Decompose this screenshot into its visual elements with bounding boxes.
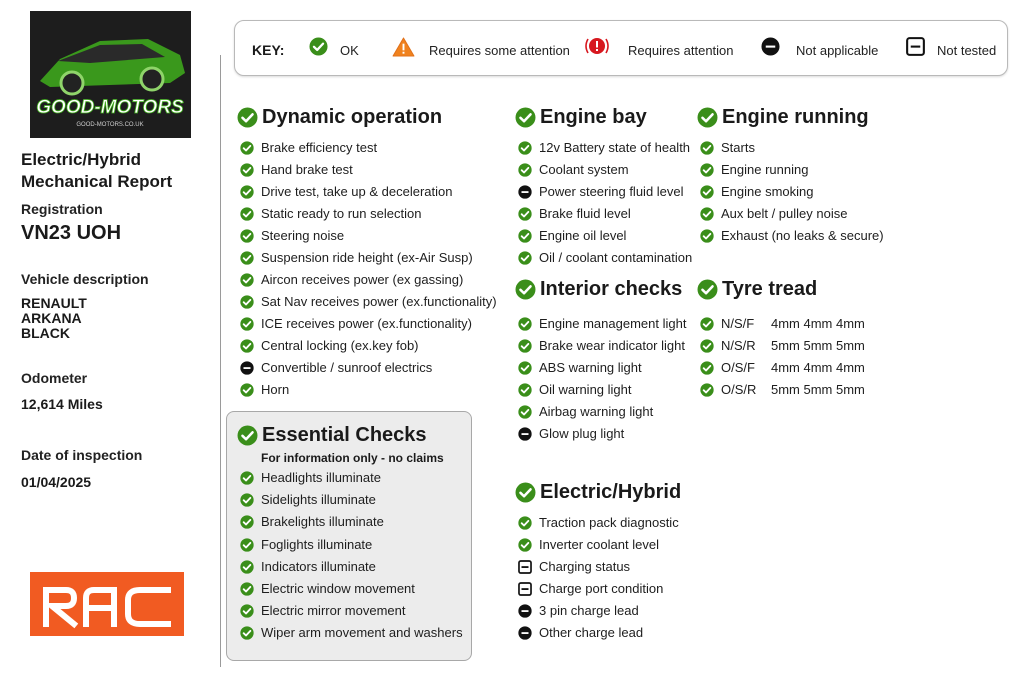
section-title: Engine bay <box>540 106 647 128</box>
check-ok-icon <box>240 229 254 246</box>
warning-icon <box>392 37 415 62</box>
check-item-label: Engine running <box>721 162 809 177</box>
check-item-label: Indicators illuminate <box>261 559 376 574</box>
check-item-label: Foglights illuminate <box>261 537 373 552</box>
good-motors-logo <box>30 11 191 138</box>
check-ok-icon <box>518 207 532 224</box>
key-nt-label: Not tested <box>937 43 997 58</box>
essential-checks-subtitle: For information only - no claims <box>261 451 444 465</box>
check-ok-icon <box>240 471 254 488</box>
check-ok-icon <box>700 207 714 224</box>
key-warn-label: Requires some attention <box>429 43 570 58</box>
check-item-label: Static ready to run selection <box>261 206 422 221</box>
check-item-label: Charging status <box>539 559 631 574</box>
not-tested-icon <box>906 37 925 61</box>
tread-depth-values: 5mm 5mm 5mm <box>771 382 865 397</box>
section-title: Dynamic operation <box>262 106 443 128</box>
odometer-value: 12,614 Miles <box>21 396 103 412</box>
check-item-label: Inverter coolant level <box>539 537 659 552</box>
section-title: Tyre tread <box>722 278 818 300</box>
check-item-label: N/S/R <box>721 338 756 353</box>
check-item-label: Brake wear indicator light <box>539 338 685 353</box>
check-ok-icon <box>518 229 532 246</box>
check-ok-icon <box>237 425 258 452</box>
check-item-label: O/S/R <box>721 382 757 397</box>
check-ok-icon <box>518 405 532 422</box>
not-applicable-icon <box>518 604 532 621</box>
report-title: Electric/Hybrid Mechanical Report <box>21 150 173 191</box>
check-ok-icon <box>700 141 714 158</box>
check-ok-icon <box>700 339 714 356</box>
check-ok-icon <box>240 295 254 312</box>
check-item-label: Sat Nav receives power (ex.functionality) <box>261 294 497 309</box>
check-ok-icon <box>700 317 714 334</box>
check-ok-icon <box>518 516 532 533</box>
check-ok-icon <box>240 141 254 158</box>
section-title: Electric/Hybrid <box>540 481 682 503</box>
check-ok-icon <box>700 383 714 400</box>
check-ok-icon <box>518 339 532 356</box>
check-item-label: Airbag warning light <box>539 404 654 419</box>
not-applicable-icon <box>761 37 780 61</box>
not-applicable-icon <box>518 626 532 643</box>
check-ok-icon <box>518 317 532 334</box>
registration-value: VN23 UOH <box>21 222 122 244</box>
check-ok-icon <box>700 163 714 180</box>
check-ok-icon <box>240 626 254 643</box>
check-ok-icon <box>240 207 254 224</box>
registration-label: Registration <box>21 201 103 217</box>
svg-text:GOOD-MOTORS.CO.UK: GOOD-MOTORS.CO.UK <box>76 122 144 128</box>
check-item-label: Convertible / sunroof electrics <box>261 360 433 375</box>
check-item-label: ABS warning light <box>539 360 642 375</box>
check-item-label: Starts <box>721 140 755 155</box>
check-item-label: Charge port condition <box>539 581 664 596</box>
check-item-label: Engine oil level <box>539 228 627 243</box>
check-item-label: Brake fluid level <box>539 206 631 221</box>
check-item-label: O/S/F <box>721 360 755 375</box>
not-applicable-icon <box>240 361 254 378</box>
section-title: Essential Checks <box>262 424 427 446</box>
check-ok-icon <box>700 185 714 202</box>
vehicle-description: RENAULT ARKANA BLACK <box>21 295 87 341</box>
check-ok-icon <box>240 538 254 555</box>
check-item-label: Steering noise <box>261 228 345 243</box>
check-ok-icon <box>240 582 254 599</box>
check-item-label: Brake efficiency test <box>261 140 378 155</box>
check-ok-icon <box>518 538 532 555</box>
check-item-label: 12v Battery state of health <box>539 140 691 155</box>
check-ok-icon <box>697 107 718 134</box>
check-ok-icon <box>240 163 254 180</box>
check-item-label: Engine smoking <box>721 184 814 199</box>
check-item-label: Electric window movement <box>261 581 415 596</box>
check-ok-icon <box>700 361 714 378</box>
alert-icon <box>584 36 610 61</box>
check-item-label: Suspension ride height (ex-Air Susp) <box>261 250 473 265</box>
key-alert-label: Requires attention <box>628 43 734 58</box>
inspection-date-value: 01/04/2025 <box>21 474 92 490</box>
check-ok-icon <box>518 361 532 378</box>
check-item-label: Horn <box>261 382 290 397</box>
check-ok-icon <box>515 482 536 509</box>
check-item-label: Engine management light <box>539 316 687 331</box>
section-title: Interior checks <box>540 278 683 300</box>
not-applicable-icon <box>518 427 532 444</box>
check-item-label: Aircon receives power (ex gassing) <box>261 272 464 287</box>
check-ok-icon <box>240 339 254 356</box>
key-label: KEY: <box>252 42 285 58</box>
check-item-label: Coolant system <box>539 162 629 177</box>
check-item-label: Exhaust (no leaks & secure) <box>721 228 884 243</box>
vehicle-description-label: Vehicle description <box>21 271 149 287</box>
check-item-label: Power steering fluid level <box>539 184 684 199</box>
svg-text:GOOD-MOTORS: GOOD-MOTORS <box>36 97 184 118</box>
check-item-label: Headlights illuminate <box>261 470 381 485</box>
check-item-label: Oil warning light <box>539 382 632 397</box>
check-ok-icon <box>240 273 254 290</box>
check-item-label: Brakelights illuminate <box>261 514 384 529</box>
check-item-label: Traction pack diagnostic <box>539 515 679 530</box>
tread-depth-values: 4mm 4mm 4mm <box>771 316 865 331</box>
check-item-label: 3 pin charge lead <box>539 603 639 618</box>
check-ok-icon <box>518 163 532 180</box>
check-item-label: Other charge lead <box>539 625 644 640</box>
check-item-label: Oil / coolant contamination <box>539 250 693 265</box>
check-item-label: N/S/F <box>721 316 755 331</box>
check-ok-icon <box>700 229 714 246</box>
inspection-date-label: Date of inspection <box>21 447 143 463</box>
tread-depth-values: 5mm 5mm 5mm <box>771 338 865 353</box>
check-ok-icon <box>518 383 532 400</box>
check-ok-icon <box>240 515 254 532</box>
check-item-label: Electric mirror movement <box>261 603 406 618</box>
check-ok-icon <box>518 251 532 268</box>
check-ok-icon <box>237 107 258 134</box>
status-key <box>234 20 1008 76</box>
check-item-label: Hand brake test <box>261 162 353 177</box>
rac-logo <box>30 572 184 636</box>
check-ok-icon <box>240 251 254 268</box>
check-item-label: Drive test, take up & deceleration <box>261 184 453 199</box>
key-na-label: Not applicable <box>796 43 879 58</box>
check-ok-icon <box>240 604 254 621</box>
check-item-label: ICE receives power (ex.functionality) <box>261 316 472 331</box>
check-ok-icon <box>240 383 254 400</box>
tread-depth-values: 4mm 4mm 4mm <box>771 360 865 375</box>
check-ok-icon <box>240 317 254 334</box>
ok-icon <box>309 37 328 61</box>
check-item-label: Aux belt / pulley noise <box>721 206 848 221</box>
check-ok-icon <box>240 493 254 510</box>
check-ok-icon <box>515 107 536 134</box>
essential-checks-panel <box>226 411 472 661</box>
check-ok-icon <box>518 141 532 158</box>
check-ok-icon <box>515 279 536 306</box>
check-item-label: Glow plug light <box>539 426 625 441</box>
odometer-label: Odometer <box>21 370 88 386</box>
check-ok-icon <box>240 185 254 202</box>
key-ok-label: OK <box>340 43 359 58</box>
check-ok-icon <box>240 560 254 577</box>
not-tested-icon <box>518 582 532 599</box>
check-item-label: Sidelights illuminate <box>261 492 376 507</box>
not-tested-icon <box>518 560 532 577</box>
column-divider <box>220 55 221 667</box>
check-item-label: Central locking (ex.key fob) <box>261 338 419 353</box>
check-item-label: Wiper arm movement and washers <box>261 625 463 640</box>
not-applicable-icon <box>518 185 532 202</box>
check-ok-icon <box>697 279 718 306</box>
section-title: Engine running <box>722 106 869 128</box>
